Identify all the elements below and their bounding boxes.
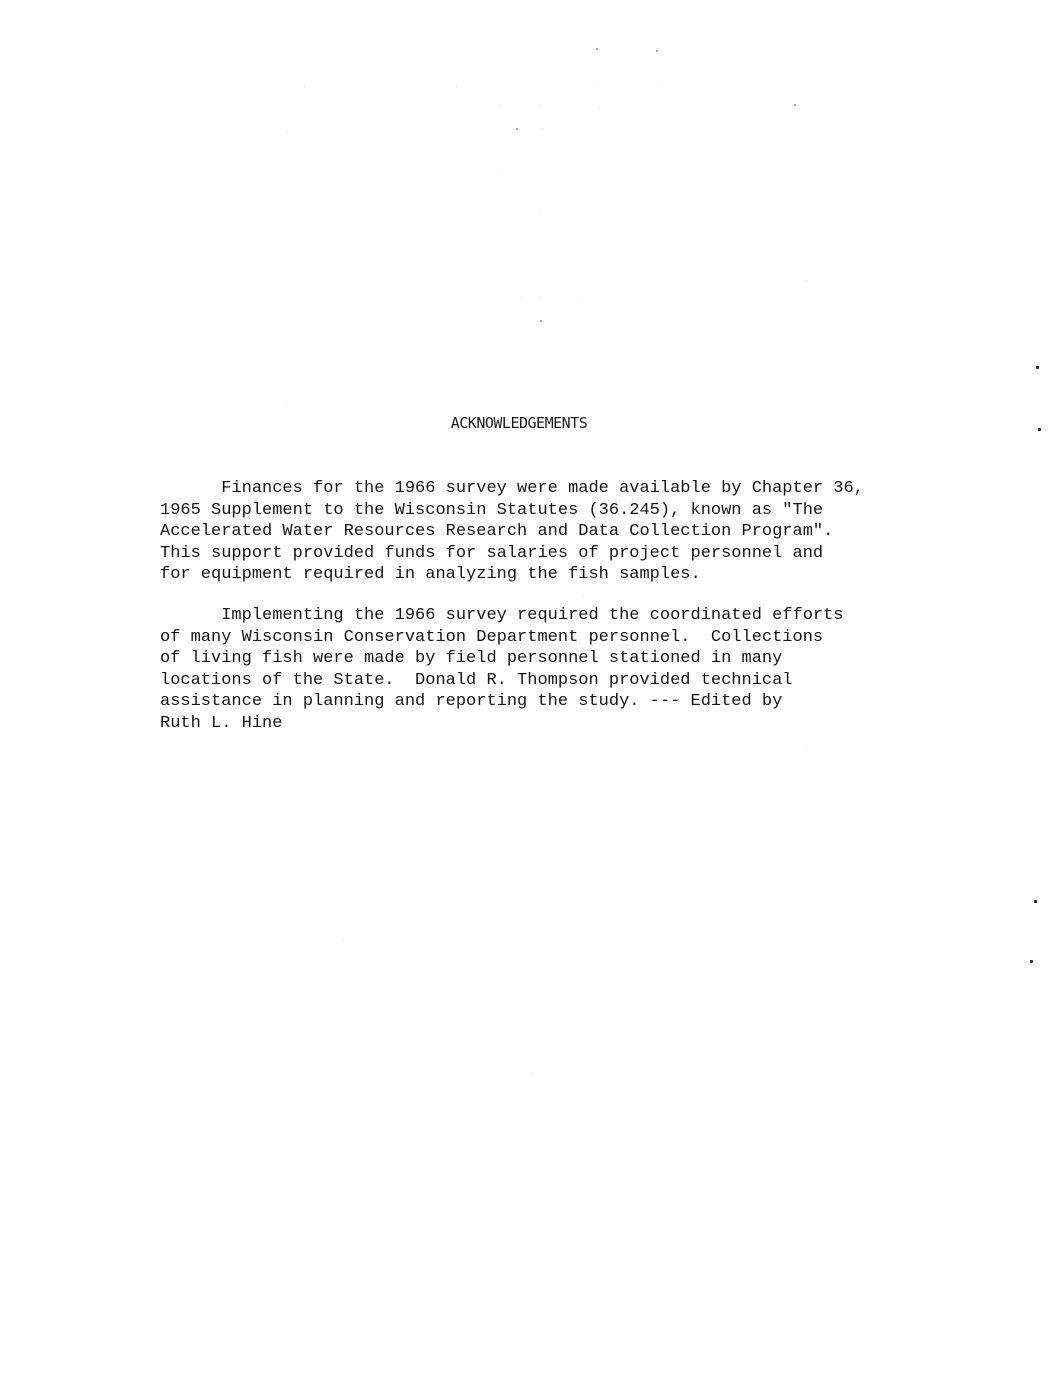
- paragraph-line: Ruth L. Hine: [160, 713, 283, 733]
- scan-speck: [540, 320, 542, 322]
- scan-speck: [304, 86, 305, 87]
- scan-speck: [540, 106, 541, 107]
- scan-speck: [582, 596, 583, 597]
- scan-speck: [596, 48, 598, 50]
- scan-speck: [342, 940, 343, 941]
- paragraph-line: assistance in planning and reporting the study. --- Edited by: [160, 692, 783, 712]
- paragraph-line: for equipment required in analyzing the fish samples.: [160, 565, 701, 585]
- scan-speck: [806, 750, 807, 751]
- paragraph-line: of many Wisconsin Conservation Department personnel. Collections: [160, 627, 824, 647]
- scan-speck: [794, 104, 796, 106]
- paragraph-line: This support provided funds for salaries of project personnel and: [160, 543, 824, 563]
- scan-speck: [540, 298, 541, 299]
- paragraph-line: of living fish were made by field personnel stationed in many: [160, 649, 783, 669]
- scan-speck: [520, 298, 521, 299]
- scan-speck: [578, 298, 579, 299]
- scan-speck: [1030, 960, 1033, 963]
- scan-speck: [1036, 366, 1039, 369]
- scan-speck: [596, 86, 597, 87]
- scan-speck: [456, 86, 457, 87]
- scan-speck: [1038, 428, 1041, 431]
- paragraph-finances: [160, 478, 864, 586]
- paragraph-implementation: [160, 605, 844, 735]
- page-title: ACKNOWLEDGEMENTS: [450, 414, 588, 432]
- scan-speck: [1034, 900, 1037, 903]
- scan-speck: [656, 50, 658, 52]
- scan-speck: [500, 106, 501, 107]
- scan-speck: [516, 128, 518, 130]
- paragraph-line: Accelerated Water Resources Research and Data Collection Program".: [160, 522, 834, 542]
- scan-speck: [286, 406, 287, 407]
- scan-speck: [498, 172, 499, 173]
- scan-speck: [286, 130, 287, 131]
- scan-speck: [660, 86, 661, 87]
- paragraph-line: 1965 Supplement to the Wisconsin Statutes (36.245), known as "The: [160, 500, 824, 520]
- scan-speck: [532, 1074, 533, 1075]
- paragraph-line: locations of the State. Donald R. Thompson provided technical: [160, 670, 793, 690]
- scan-speck: [542, 128, 543, 129]
- paragraph-line: Finances for the 1966 survey were made available by Chapter 36,: [160, 479, 864, 498]
- paragraph-line: Implementing the 1966 survey required the coordinated efforts: [160, 606, 844, 625]
- scan-speck: [806, 280, 807, 281]
- scan-speck: [540, 212, 541, 213]
- scan-speck: [598, 106, 599, 107]
